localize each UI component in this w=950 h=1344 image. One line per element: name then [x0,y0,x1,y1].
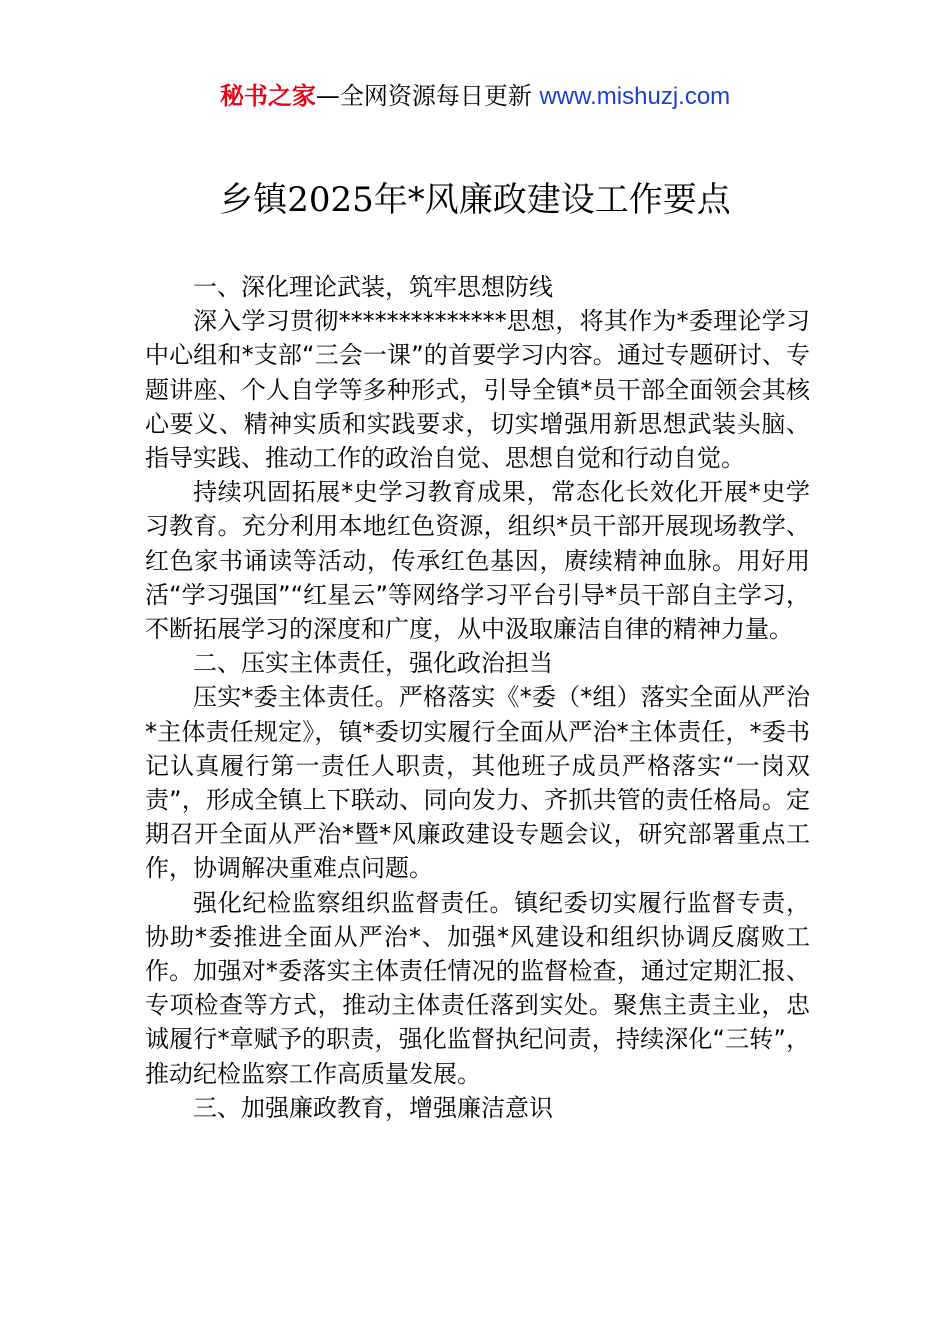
site-tagline: —全网资源每日更新 [315,82,532,110]
section-heading-1: 一、深化理论武装，筑牢思想防线 [193,273,553,301]
paragraph: 深入学习贯彻**************思想，将其作为*委理论学习中心组和*支部“三会一课”的首要学习内容。通过专题研讨、专题讲座、个人自学等多种形式，引导全镇*员干部全面领会其核心要义、精神实质和实践要求，切实增强用新思想武装头脑、指导实践、推动工作的政治自觉、思想自觉和行动自觉。 [145,307,810,473]
paragraph: 压实*委主体责任。严格落实《*委（*组）落实全面从严治*主体责任规定》，镇*委切实履行全面从严治*主体责任，*委书记认真履行第一责任人职责，其他班子成员严格落实“一岗双责”，形成全镇上下联动、同向发力、齐抓共管的责任格局。定期召开全面从严治*暨*风廉政建设专题会议，研究部署重点工作，协调解决重难点问题。 [145,683,810,883]
document-body [145,270,810,1125]
document-title: 乡镇2025年*风廉政建设工作要点 [219,180,731,220]
site-url-link[interactable]: www.mishuzj.com [539,83,731,110]
site-brand: 秘书之家 [219,82,316,110]
section-heading-3: 三、加强廉政教育，增强廉洁意识 [193,1093,553,1122]
site-header [0,80,950,113]
section-heading-2: 二、压实主体责任，强化政治担当 [193,649,553,678]
paragraph: 持续巩固拓展*史学习教育成果，常态化长效化开展*史学习教育。充分利用本地红色资源，组织*员干部开展现场教学、红色家书诵读等活动，传承红色基因，赓续精神血脉。用好用活“学习强国”“红星云”等网络学习平台引导*员干部自主学习，不断拓展学习的深度和广度，从中汲取廉洁自律的精神力量。 [145,478,810,644]
paragraph: 强化纪检监察组织监督责任。镇纪委切实履行监督专责，协助*委推进全面从严治*、加强*风建设和组织协调反腐败工作。加强对*委落实主体责任情况的监督检查，通过定期汇报、专项检查等方式，推动主体责任落到实处。聚焦主责主业，忠诚履行*章赋予的职责，强化监督执纪问责，持续深化“三转”，推动纪检监察工作高质量发展。 [145,888,810,1088]
